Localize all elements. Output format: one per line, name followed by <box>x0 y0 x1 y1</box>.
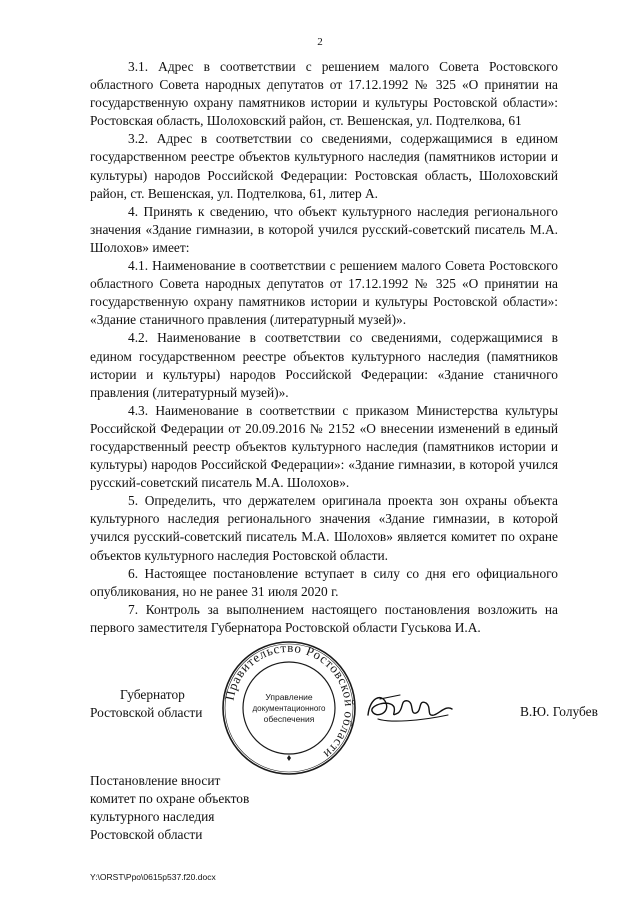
handwritten-signature <box>360 685 480 729</box>
paragraph-3-1: 3.1. Адрес в соответствии с решением малого Совета Ростовского областного Совета народных депутатов от 17.12.1992 № 325 «О принятии на государственную охрану памятников истории и культуры Ростовской области»: Ростовская область, Шолоховский район, ст. Вешенская, ул. Подтелкова, 61 <box>90 59 558 129</box>
seal-outer-text: Правительство Ростовской области <box>221 640 357 763</box>
page-number: 2 <box>317 36 323 48</box>
seal-inner-line-2: документационного <box>252 704 326 713</box>
paragraph-4: 4. Принять к сведению, что объект культурного наследия регионального значения «Здание гимназии, в которой учился русский-советский писатель М.А. Шолохов» имеет: <box>90 203 558 255</box>
signature-block <box>0 640 640 770</box>
signer-position <box>90 686 202 722</box>
seal-star-icon <box>287 755 291 761</box>
paragraph-5: 5. Определить, что держателем оригинала проекта зон охраны объекта культурного наследия регионального значения «Здание гимназии, в которой учился русский-советский писатель М.А. Шолохов» является комитет по охране объектов культурного наследия Ростовской области. <box>90 493 558 563</box>
position-line-1: Губернатор <box>120 687 185 702</box>
official-seal-stamp <box>221 640 357 776</box>
document-body <box>90 58 558 637</box>
paragraph-6: 6. Настоящее постановление вступает в силу со дня его официального опубликования, но не ранее 31 июля 2020 г. <box>90 565 558 599</box>
position-line-2: Ростовской области <box>90 705 203 720</box>
paragraph-3-2: 3.2. Адрес в соответствии со сведениями, содержащимися в едином государственном реестре объектов культурного наследия (памятников истории и культуры) народов Российской Федерации: Ростовская область, Шолоховский район, ст. Вешенская, ул. Подтелкова, 61, литер А. <box>90 131 558 201</box>
note-line-3: культурного наследия <box>90 809 215 825</box>
note-line-2: комитет по охране объектов <box>90 791 250 807</box>
file-path-footer: Y:\ORST\Ppo\0615p537.f20.docx <box>90 872 216 882</box>
signer-name: В.Ю. Голубев <box>520 704 598 719</box>
submission-note <box>90 772 249 844</box>
seal-inner-line-3: обеспечения <box>263 714 315 724</box>
paragraph-4-3: 4.3. Наименование в соответствии с приказом Министерства культуры Российской Федерации от 20.09.2016 № 2152 «О внесении изменений в единый государственный реестр объектов культурного наследия (памятников истории и культуры) народов Российской Федерации»: «Здание гимназии, в которой учился русский-советский писатель М.А. Шолохов». <box>90 402 558 491</box>
note-line-4: Ростовской области <box>90 827 203 843</box>
note-line-1: Постановление вносит <box>90 773 221 788</box>
seal-inner-line-1: Управление <box>265 692 313 702</box>
paragraph-4-1: 4.1. Наименование в соответствии с решением малого Совета Ростовского областного Совета народных депутатов от 17.12.1992 № 325 «О принятии на государственную охрану памятников истории и культуры Ростовской области»: «Здание станичного правления (литературный музей)». <box>90 258 558 328</box>
paragraph-7: 7. Контроль за выполнением настоящего постановления возложить на первого заместителя Губернатора Ростовской области Гуськова И.А. <box>90 601 558 635</box>
paragraph-4-2: 4.2. Наименование в соответствии со сведениями, содержащимися в едином государственном реестре объектов культурного наследия (памятников истории и культуры) народов Российской Федерации: «Здание станичного правления (литературный музей)». <box>90 330 558 400</box>
